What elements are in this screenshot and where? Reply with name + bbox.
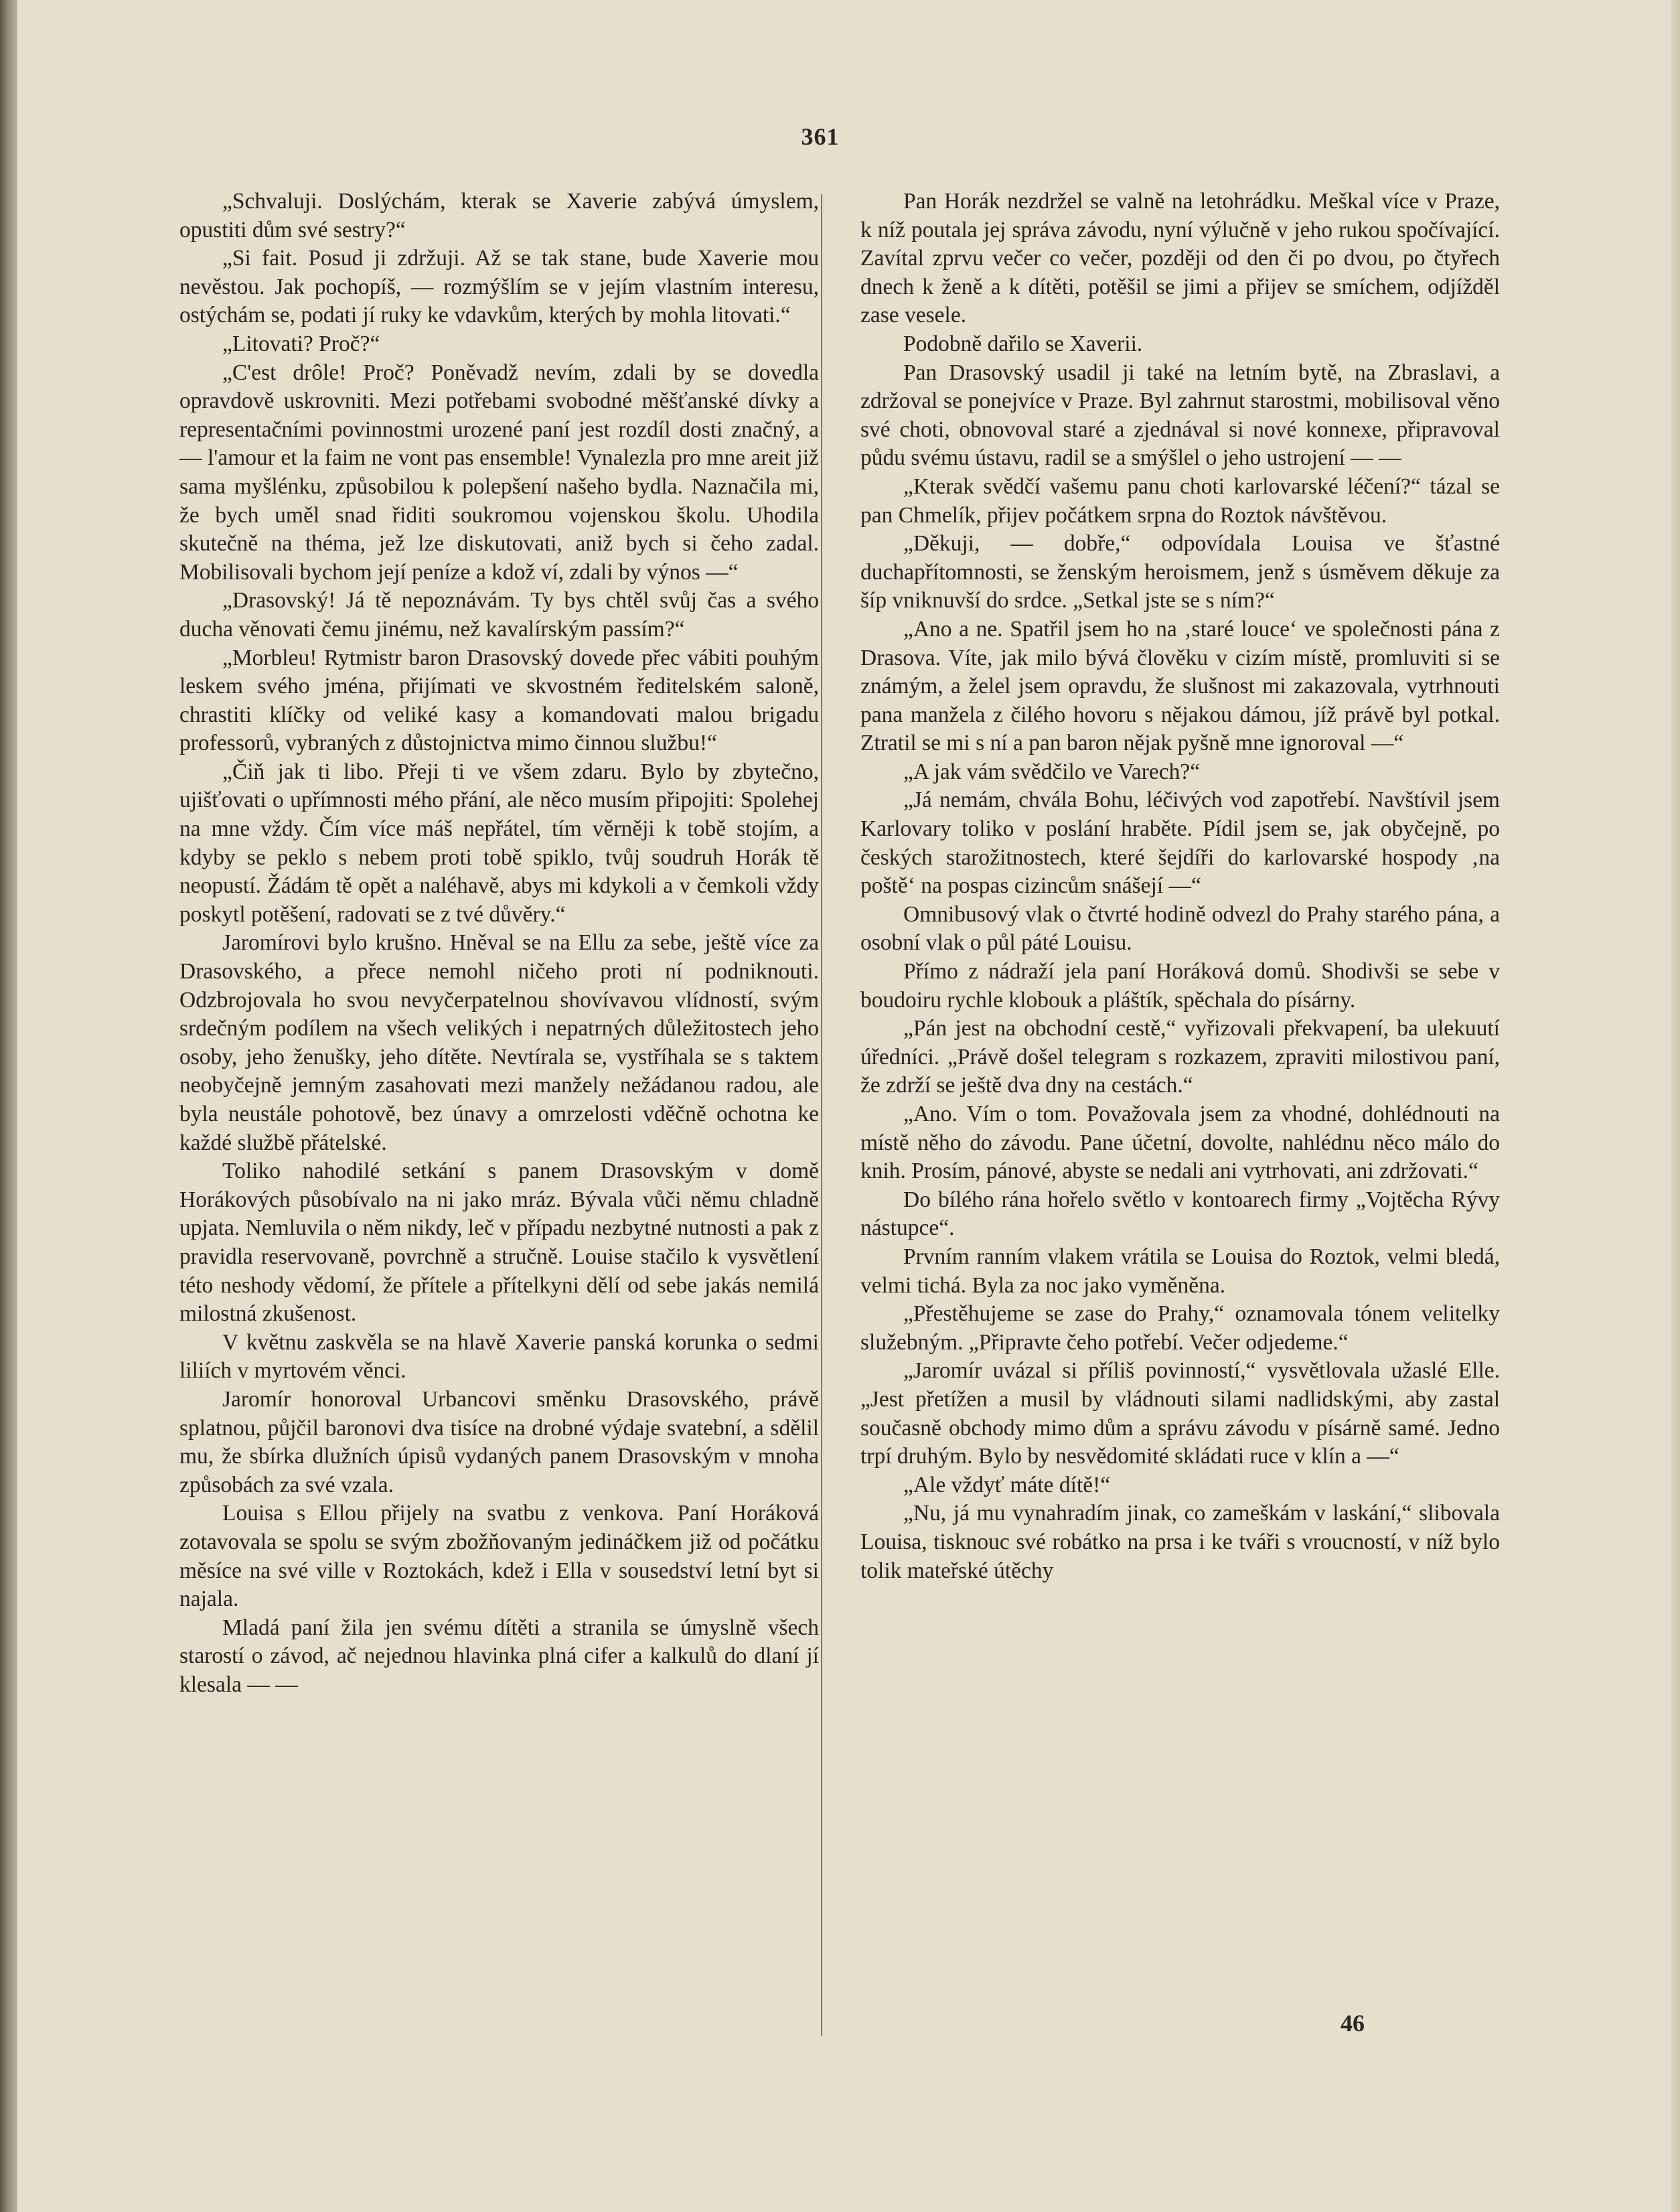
paragraph: „Si fait. Posud ji zdržuji. Až se tak stane, bude Xaverie mou nevěstou. Jak pochopíš, — rozmýšlím se v jejím vlastním interesu, ostýchám se, podati jí ruky ke vdavkům, kterých by mohla litovati.“: [179, 246, 819, 328]
paragraph: Toliko nahodilé setkání s panem Drasovským v domě Horákových působívalo na ni jako mráz. Bývala vůči němu chladně upjata. Nemluvila o něm nikdy, leč v případu nezbytné nutnosti a pak z pravidla reservovaně, povrchně a stručně. Louise stačilo k vysvětlení této neshody vědomí, že přítele a přítelkyni dělí od sebe jakás nemilá milostná zkušenost.: [179, 1159, 819, 1327]
paragraph: Omnibusový vlak o čtvrté hodině odvezl do Prahy starého pána, a osobní vlak o půl páté Louisu.: [860, 901, 1500, 956]
column-divider: [821, 194, 822, 2036]
left-text-column: [179, 188, 819, 1699]
paragraph: „Litovati? Proč?“: [222, 331, 380, 356]
paragraph: „Pán jest na obchodní cestě,“ vyřizovali překvapení, ba ulekuutí úředníci. „Právě došel telegram s rozkazem, zpraviti milostivou paní, že zdrží se ještě dva dny na cestách.“: [860, 1016, 1500, 1098]
paragraph: „C'est drôle! Proč? Poněvadž nevím, zdali by se dovedla opravdově uskrovniti. Mezi potřebami svobodné měšťanské dívky a representačními povinnostmi urozené paní jest rozdíl dosti značný, a — l'amour et la faim ne vont pas ensemble! Vynalezla pro mne areit již sama myšlénku, způsobilou k polepšení našeho bydla. Naznačila mi, že bych uměl snad řiditi soukromou vojenskou školu. Uhodila skutečně na théma, jež lze diskutovati, aniž bych si čeho zadal. Mobilisovali bychom její peníze a kdož ví, zdali by výnos —“: [179, 360, 819, 585]
paragraph: „Přestěhujeme se zase do Prahy,“ oznamovala tónem velitelky služebným. „Připravte čeho potřebí. Večer odjedeme.“: [860, 1301, 1500, 1355]
paragraph: Mladá paní žila jen svému dítěti a stranila se úmyslně všech starostí o závod, ač nejednou hlavinka plná cifer a kalkulů do dlaní jí klesala — —: [179, 1615, 819, 1697]
paragraph: Jaromír honoroval Urbancovi směnku Drasovského, právě splatnou, půjčil baronovi dva tisíce na drobné výdaje svatební, a sdělil mu, že sbírka dlužních úpisů vydaných panem Drasovským v mnoha způsobách za své vzala.: [179, 1386, 819, 1497]
paragraph: „Čiň jak ti libo. Přeji ti ve všem zdaru. Bylo by zbytečno, ujišťovati o upřímnosti mého přání, ale něco musím připojiti: Spolehej na mne vždy. Čím více máš nepřátel, tím věrněji k tobě stojím, a kdyby se peklo s nebem proti tobě spiklo, tvůj soudruh Horák tě neopustí. Žádám tě opět a naléhavě, abys mi kdykoli a v čemkoli vždy poskytl potěšení, radovati se z tvé důvěry.“: [179, 759, 819, 927]
book-binding-shadow: [0, 0, 17, 2212]
paragraph: „Drasovský! Já tě nepoznávám. Ty bys chtěl svůj čas a svého ducha věnovati čemu jinému, než kavalírským passím?“: [179, 588, 819, 642]
paragraph: Prvním ranním vlakem vrátila se Louisa do Roztok, velmi bledá, velmi tichá. Byla za noc jako vyměněna.: [860, 1244, 1500, 1298]
paragraph: „Já nemám, chvála Bohu, léčivých vod zapotřebí. Navštívil jsem Karlovary toliko v poslání hraběte. Pídil jsem se, jak obyčejně, po českých starožitnostech, které šejdíři do karlovarské hospody ‚na poště‘ na pospas cizincům snášejí —“: [860, 788, 1500, 899]
paragraph: Přímo z nádraží jela paní Horáková domů. Shodivši se sebe v boudoiru rychle klobouk a pláštík, spěchala do písárny.: [860, 959, 1500, 1013]
paragraph: Podobně dařilo se Xaverii.: [903, 331, 1143, 356]
paragraph: Pan Horák nezdržel se valně na letohrádku. Meškal více v Praze, k níž poutala jej správa závodu, nyní výlučně v jeho rukou spočívající. Zavítal zprvu večer co večer, později od den či po dvou, po čtyřech dnech k ženě a k dítěti, potěšil se jimi a přijev se smíchem, odjížděl zase vesele.: [860, 189, 1500, 328]
paragraph: „Schvaluji. Doslýchám, kterak se Xaverie zabývá úmyslem, opustiti dům své sestry?“: [179, 189, 819, 242]
paragraph: „Děkuji, — dobře,“ odpovídala Louisa ve šťastné duchapřítomnosti, se ženským heroismem, jenž s úsměvem děkuje za šíp vniknuvší do srdce. „Setkal jste se s ním?“: [860, 531, 1500, 613]
paragraph: Pan Drasovský usadil ji také na letním bytě, na Zbraslavi, a zdržoval se ponejvíce v Praze. Byl zahrnut starostmi, mobilisoval věno své choti, obnovoval staré a zjednával si nové konnexe, připravoval půdu svému ústavu, radil se a smýšlel o jeho ustrojení — —: [860, 360, 1500, 471]
paragraph: Do bílého rána hořelo světlo v kontoarech firmy „Vojtěcha Rývy nástupce“.: [860, 1187, 1500, 1241]
paragraph: Louisa s Ellou přijely na svatbu z venkova. Paní Horáková zotavovala se spolu se svým zbožňovaným jedináčkem již od počátku měsíce na své ville v Roztokách, kdež i Ella v sousedství letní byt si najala.: [179, 1501, 819, 1612]
signature-mark: 46: [1341, 2010, 1365, 2037]
paragraph: „A jak vám svědčilo ve Varech?“: [903, 759, 1201, 784]
paragraph: „Nu, já mu vynahradím jinak, co zameškám v laskání,“ slibovala Louisa, tisknouc své robátko na prsa i ke tváři s vroucností, v níž bylo tolik mateřské útěchy: [860, 1501, 1500, 1583]
paragraph: „Ale vždyť máte dítě!“: [903, 1472, 1111, 1497]
paragraph: „Jaromír uvázal si příliš povinností,“ vysvětlovala užaslé Elle. „Jest přetížen a musil by vládnouti silami nadlidskými, aby zastal současně obchody mimo dům a správu závodu v písárně samé. Jedno trpí druhým. Bylo by nesvědomité skládati ruce v klín a —“: [860, 1358, 1500, 1469]
paragraph: „Morbleu! Rytmistr baron Drasovský dovede přec vábiti pouhým leskem svého jména, přijímati ve skvostném ředitelském saloně, chrastiti klíčky od veliké kasy a komandovati malou brigadu professorů, vybraných z důstojnictva mimo činnou službu!“: [179, 645, 819, 756]
paragraph: V květnu zaskvěla se na hlavě Xaverie panská korunka o sedmi liliích v myrtovém věnci.: [179, 1329, 819, 1384]
right-text-column: [860, 188, 1500, 1585]
paragraph: „Ano a ne. Spatřil jsem ho na ‚staré louce‘ ve společnosti pána z Drasova. Víte, jak milo bývá člověku v cizím místě, promluviti si se známým, a želel jsem opravdu, že slušnost mi zakazovala, vytrhnouti pana manžela z čilého hovoru s nějakou dámou, jíž právě byl potkal. Ztratil se mi s ní a pan baron nějak pyšně mne ignoroval —“: [860, 616, 1500, 756]
page-number: 361: [801, 123, 840, 150]
page-edge: [1671, 0, 1680, 2212]
paragraph: Jaromírovi bylo krušno. Hněval se na Ellu za sebe, ještě více za Drasovského, a přece nemohl ničeho proti ní podniknouti. Odzbrojovala ho svou nevyčerpatelnou shovívavou vlídností, svým srdečným podílem na všech velikých i nepatrných důležitostech jeho osoby, jeho ženušky, jeho dítěte. Nevtírala se, vystříhala se s taktem neobyčejně jemným zasahovati mezi manžely nežádanou radou, ale byla neustále pohotově, bez únavy a omrzelosti vděčně ochotna ke každé službě přátelské.: [179, 930, 819, 1155]
paragraph: „Ano. Vím o tom. Považovala jsem za vhodné, dohlédnouti na místě něho do závodu. Pane účetní, dovolte, nahlédnu něco málo do knih. Prosím, pánové, abyste se nedali ani vytrhovati, ani zdržovati.“: [860, 1102, 1500, 1184]
paragraph: „Kterak svědčí vašemu panu choti karlovarské léčení?“ tázal se pan Chmelík, přijev počátkem srpna do Roztok návštěvou.: [860, 473, 1500, 528]
